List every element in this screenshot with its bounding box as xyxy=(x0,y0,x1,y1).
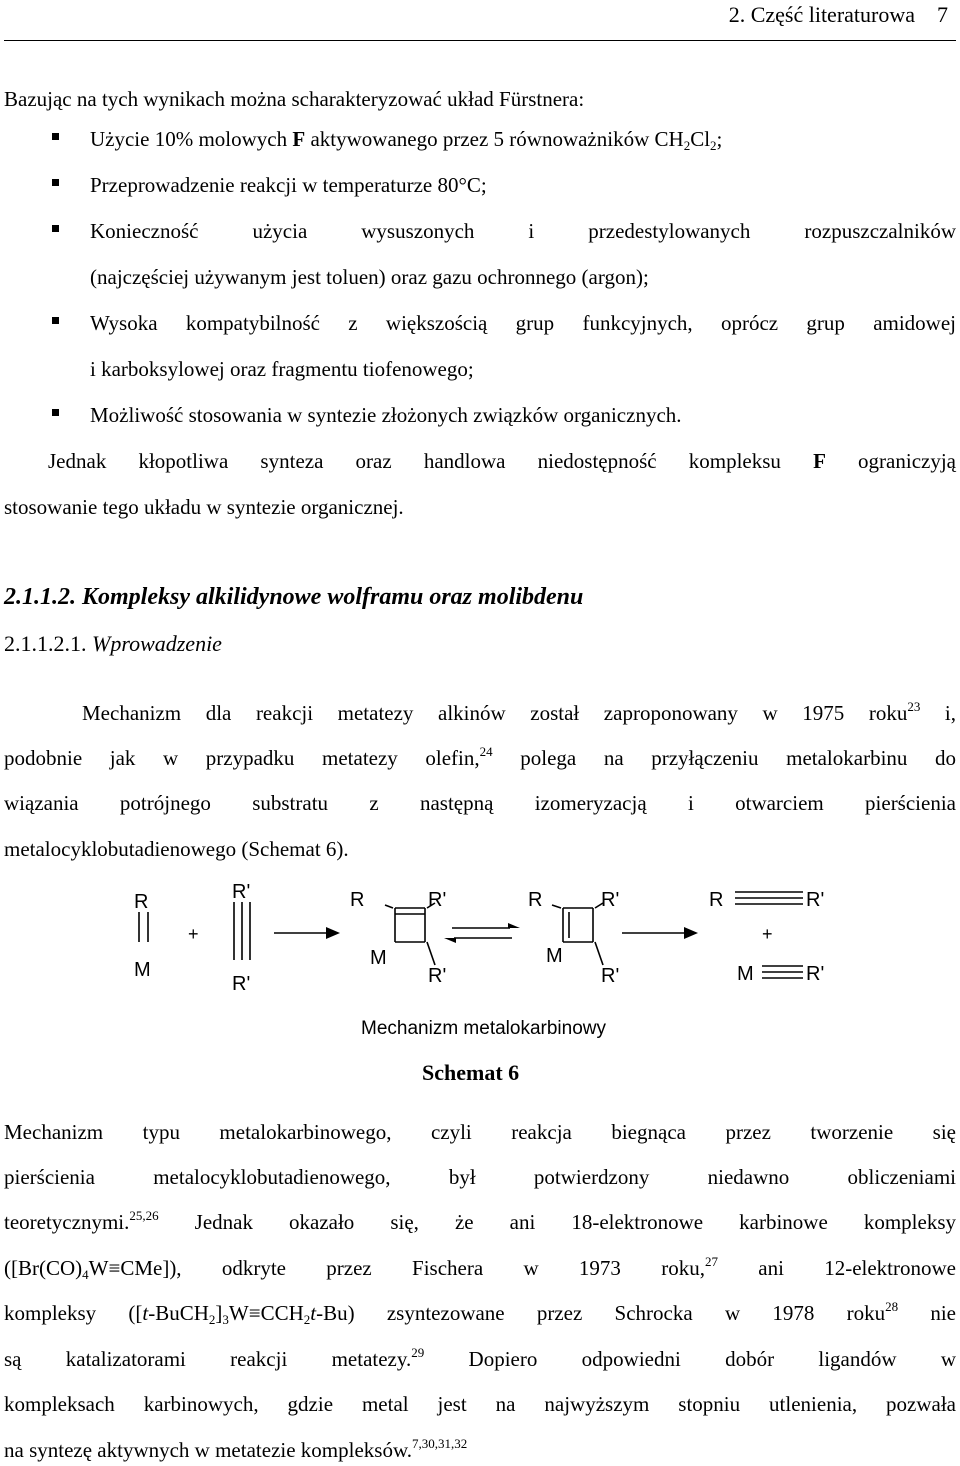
label-r-prime: R' xyxy=(806,889,825,911)
label-r: R xyxy=(134,891,149,913)
paragraph-3-line-5: kompleksy $([t-BuCH_2]_3W\equiv CCH_2t-Bu)$ zsyntezowane przez Schrocka w 1978 roku$^{28}$ nie xyxy=(4,1299,956,1327)
bullet-item-1: Użycie 10% molowych F aktywowanego przez 5 równoważników $CH_2Cl_2$; xyxy=(90,127,723,153)
paragraph-1-line-2: stosowanie tego układu w syntezie organicznej. xyxy=(4,495,404,519)
bullet-marker xyxy=(52,225,59,232)
paragraph-2-line-4: metalocyklobutadienowego (Schemat 6). xyxy=(4,837,349,861)
header-rule xyxy=(4,40,956,41)
label-r: R xyxy=(350,889,365,911)
label-r-prime: R' xyxy=(601,889,620,911)
scheme-title: Schemat 6 xyxy=(422,1060,520,1085)
label-plus: + xyxy=(762,924,773,944)
header-title: 2. Część literaturowa xyxy=(728,2,915,27)
label-m: M xyxy=(370,947,387,969)
section-heading: 2.1.1.2. Kompleksy alkilidynowe wolframu oraz molibdenu xyxy=(4,584,584,610)
label-m: M xyxy=(134,959,151,981)
label-m: M xyxy=(737,963,754,985)
bullet-item-3-line-1: Konieczność użycia wysuszonych i przedestylowanych rozpuszczalników xyxy=(90,219,956,243)
subsection-heading: 2.1.1.2.1. Wprowadzenie xyxy=(4,631,222,656)
scheme-caption: Mechanizm metalokarbinowy xyxy=(361,1018,606,1039)
bullet-marker xyxy=(52,179,59,186)
paragraph-3-line-7: kompleksach karbinowych, gdzie metal jest na najwyższym stopniu utlenienia, pozwała xyxy=(4,1392,956,1416)
label-r-prime: R' xyxy=(428,889,447,911)
label-r-prime: R' xyxy=(232,973,251,995)
paragraph-2-line-2: podobnie jak w przypadku metatezy olefin,$^{24}$ polega na przyłączeniu metalokarbinu do xyxy=(4,744,956,770)
bullet-marker xyxy=(52,409,59,416)
bullet-marker xyxy=(52,133,59,140)
paragraph-1-line-1: Jednak kłopotliwa synteza oraz handlowa niedostępność kompleksu F ograniczyją xyxy=(48,449,956,473)
bullet-marker xyxy=(52,317,59,324)
paragraph-2-line-3: wiązania potrójnego substratu z następną izomeryzacją i otwarciem pierścienia xyxy=(4,791,956,815)
bullet-item-2: Przeprowadzenie reakcji w temperaturze 80°C; xyxy=(90,173,487,197)
paragraph-3-line-2: pierścienia metalocyklobutadienowego, był potwierdzony niedawno obliczeniami xyxy=(4,1165,956,1189)
running-header xyxy=(729,2,948,28)
label-r-prime: R' xyxy=(601,965,620,987)
label-r-prime: R' xyxy=(428,965,447,987)
paragraph-3-line-8: na syntezę aktywnych w metatezie kompleksów.$^{7,30,31,32}$ xyxy=(4,1436,468,1462)
paragraph-3-line-1: Mechanizm typu metalokarbinowego, czyli reakcja biegnąca przez tworzenie się xyxy=(4,1120,956,1144)
bullet-item-4-line-2: i karboksylowej oraz fragmentu tiofenowego; xyxy=(90,357,474,381)
bullet-item-3-line-2: (najczęściej używanym jest toluen) oraz gazu ochronnego (argon); xyxy=(90,265,649,289)
paragraph-3-line-4: $([Br(CO)_4W\equiv CMe])$, odkryte przez Fischera w 1973 roku,$^{27}$ ani 12-elektronowe xyxy=(4,1254,956,1282)
bullet-item-4-line-1: Wysoka kompatybilność z większością grup funkcyjnych, oprócz grup amidowej xyxy=(90,311,956,335)
label-plus: + xyxy=(188,924,199,944)
label-m: M xyxy=(546,945,563,967)
label-r: R xyxy=(528,889,543,911)
page-number: 7 xyxy=(937,2,948,27)
paragraph-3-line-6: są katalizatorami reakcji metatezy.$^{29}$ Dopiero odpowiedni dobór ligandów w xyxy=(4,1345,956,1371)
paragraph-3-line-3: teoretycznymi.$^{25,26}$ Jednak okazało się, że ani 18-elektronowe karbinowe kompleksy xyxy=(4,1208,956,1234)
bullet-item-5: Możliwość stosowania w syntezie złożonych związków organicznych. xyxy=(90,403,682,427)
label-r-prime: R' xyxy=(232,881,251,903)
label-r: R xyxy=(709,889,724,911)
intro-text: Bazując na tych wynikach można scharakteryzować układ Fürstnera: xyxy=(4,87,585,111)
paragraph-2-line-1: Mechanizm dla reakcji metatezy alkinów został zaproponowany w 1975 roku$^{23}$ i, xyxy=(82,699,956,725)
scheme-6-diagram xyxy=(0,870,960,1010)
label-r-prime: R' xyxy=(806,963,825,985)
